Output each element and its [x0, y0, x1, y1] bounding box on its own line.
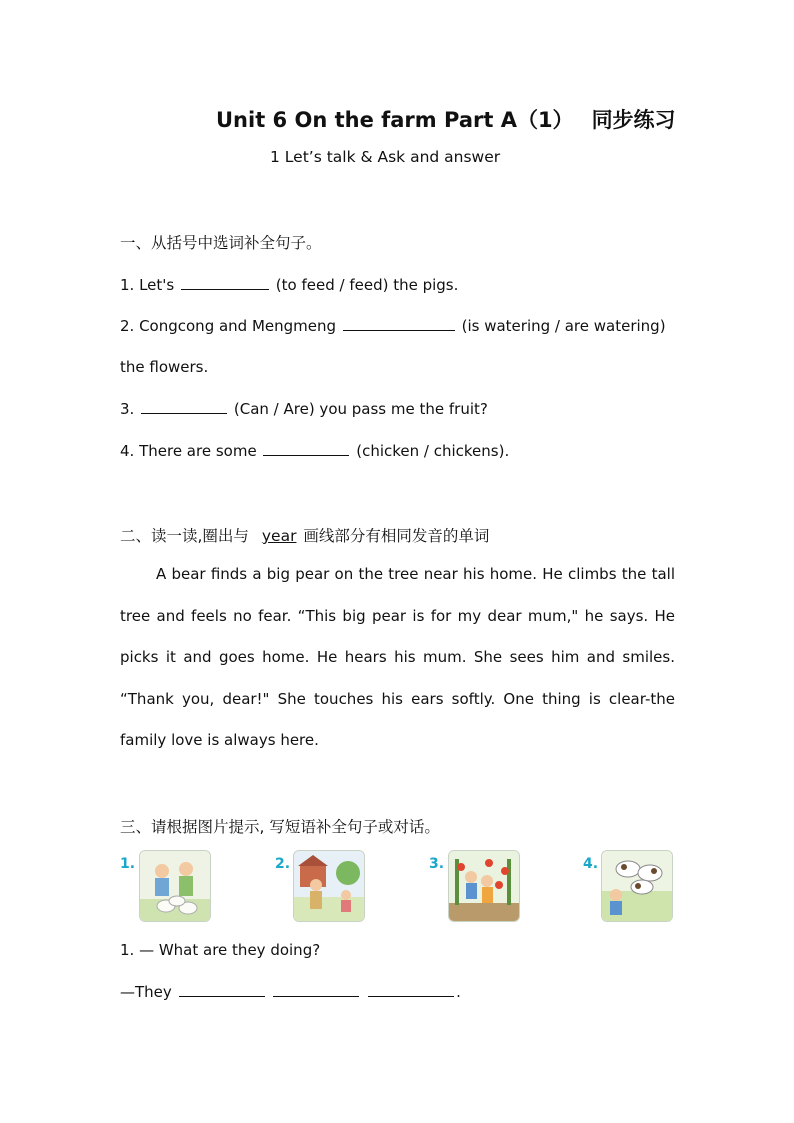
question-2 — [120, 316, 666, 335]
section3-heading: 三、请根据图片提示, 写短语补全句子或对话。 — [120, 818, 440, 836]
answer-blank[interactable] — [273, 982, 359, 997]
page-subtitle: 1 Let’s talk & Ask and answer — [270, 148, 501, 166]
answer-blank[interactable] — [181, 275, 269, 290]
section2-heading — [120, 524, 489, 546]
q2-pre: 2. Congcong and Mengmeng — [120, 317, 337, 335]
picture-number-2: 2. — [275, 856, 291, 872]
answer-post: . — [456, 983, 461, 1001]
question-1 — [120, 275, 458, 294]
answer-pre: —They — [120, 983, 172, 1001]
section2-heading-post: 画线部分有相同发音的单词 — [303, 527, 490, 545]
title-cn: 同步练习 — [591, 108, 676, 132]
picture-number-3: 3. — [429, 856, 445, 872]
picture-1-feeding-sheep — [139, 850, 211, 922]
answer-blank[interactable] — [263, 441, 349, 456]
section3-question-1: 1. — What are they doing? — [120, 941, 321, 959]
answer-blank[interactable] — [179, 982, 265, 997]
page-title — [216, 104, 676, 134]
section3-answer-1 — [120, 982, 461, 1001]
picture-number-4: 4. — [583, 856, 599, 872]
picture-3-tomato-picking — [448, 850, 520, 922]
q3-pre: 3. — [120, 400, 135, 418]
picture-number-1: 1. — [120, 856, 136, 872]
section2-keyword: year — [261, 527, 297, 545]
q1-pre: 1. Let's — [120, 276, 175, 294]
question-4 — [120, 441, 509, 460]
q3-post: (Can / Are) you pass me the fruit? — [233, 400, 488, 418]
answer-blank[interactable] — [343, 316, 455, 331]
picture-2-farm-visit — [293, 850, 365, 922]
picture-4-cows — [601, 850, 673, 922]
title-en: Unit 6 On the farm Part A（1） — [216, 108, 574, 132]
question-3 — [120, 399, 488, 418]
q2-post: (is watering / are watering) — [461, 317, 666, 335]
section2-heading-pre: 二、读一读,圈出与 — [120, 527, 249, 545]
q1-post: (to feed / feed) the pigs. — [275, 276, 459, 294]
q4-post: (chicken / chickens). — [356, 442, 510, 460]
question-2-continued: the flowers. — [120, 358, 209, 376]
reading-passage: A bear finds a big pear on the tree near his home. He climbs the tall tree and feels no fear. “This big pear is for my dear mum," he says. He picks it and goes home. He hears his mum. She sees him and smiles. “Thank you, dear!" She touches his ears softly. One thing is clear-the family love is always here. — [120, 565, 675, 750]
q4-pre: 4. There are some — [120, 442, 257, 460]
answer-blank[interactable] — [368, 982, 454, 997]
answer-blank[interactable] — [141, 399, 227, 414]
section1-heading: 一、从括号中选词补全句子。 — [120, 234, 322, 252]
